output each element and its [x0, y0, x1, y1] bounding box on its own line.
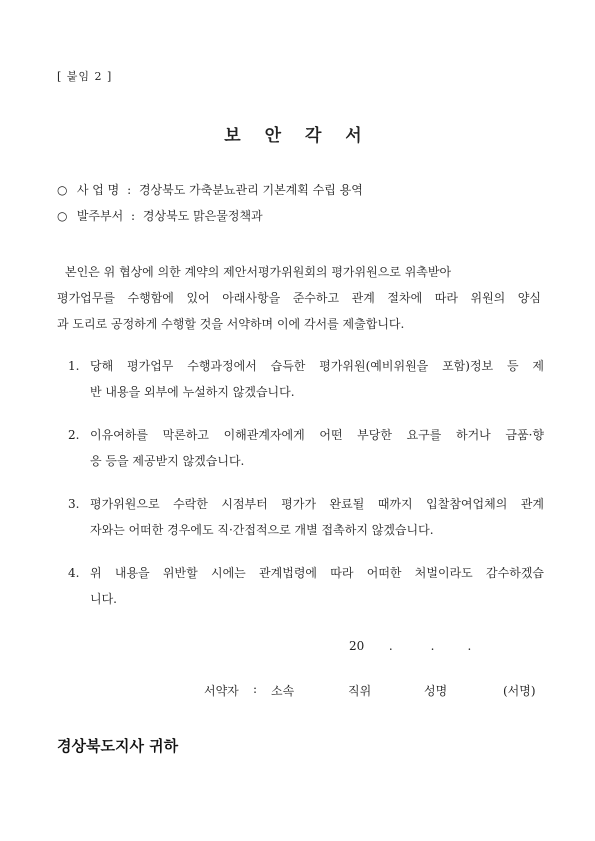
pledge-line: 응 등을 제공받지 않겠습니다. — [90, 454, 245, 468]
pledge-line: 평가위원으로 수락한 시점부터 평가가 완료될 때까지 입찰참여업체의 관계 — [90, 497, 544, 511]
date-line — [349, 639, 471, 653]
pledge-number: 1. — [68, 359, 80, 373]
pledge-line: 반 내용을 외부에 누설하지 않겠습니다. — [90, 385, 295, 399]
name-label: 성명 — [424, 684, 448, 698]
pledge-item — [68, 353, 544, 405]
date-dot: . — [388, 639, 393, 653]
department-line — [57, 207, 263, 224]
pledge-item — [68, 491, 544, 543]
project-label: 사 업 명 — [76, 183, 120, 197]
intro-line: 과 도리로 공정하게 수행할 것을 서약하며 이에 각서를 제출합니다. — [57, 317, 405, 331]
project-separator: : — [127, 183, 132, 197]
project-name-line — [57, 181, 363, 198]
signer-label: 서약자 — [204, 684, 239, 698]
intro-paragraph — [57, 259, 541, 337]
department-separator: : — [131, 209, 136, 223]
date-dot: . — [467, 639, 472, 653]
project-bullet: ○ — [57, 183, 68, 197]
affiliation-label: 소속 — [271, 684, 295, 698]
pledge-line: 당해 평가업무 수행과정에서 습득한 평가위원(예비위원을 포함)정보 등 제 — [90, 359, 544, 373]
seal-label: (서명) — [503, 684, 536, 698]
intro-line: 본인은 위 협상에 의한 계약의 제안서평가위원회의 평가위원으로 위촉받아 — [65, 265, 452, 279]
position-label: 직위 — [348, 684, 372, 698]
pledge-number: 2. — [68, 428, 80, 442]
date-dot: . — [430, 639, 435, 653]
department-bullet: ○ — [57, 209, 68, 223]
pledge-item — [68, 422, 544, 474]
signer-separator: : — [253, 682, 258, 696]
pledge-line: 니다. — [90, 592, 117, 606]
pledge-line: 위 내용을 위반할 시에는 관계법령에 따라 어떠한 처벌이라도 감수하겠습 — [90, 566, 544, 580]
date-year-prefix: 20 — [349, 639, 365, 653]
project-value: 경상북도 가축분뇨관리 기본계획 수립 용역 — [138, 183, 363, 197]
addressee: 경상북도지사 귀하 — [57, 737, 179, 755]
pledge-item — [68, 560, 544, 612]
document-title: 보 안 각 서 — [224, 126, 371, 146]
pledge-line: 자와는 어떠한 경우에도 직·간접적으로 개별 접촉하지 않겠습니다. — [90, 523, 434, 537]
pledge-line: 이유여하를 막론하고 이해관계자에게 어떤 부당한 요구를 하거나 금품·향 — [90, 428, 544, 442]
pledge-number: 3. — [68, 497, 80, 511]
attachment-label: [ 붙임 2 ] — [57, 70, 113, 83]
department-label: 발주부서 — [76, 209, 124, 223]
intro-line: 평가업무를 수행함에 있어 아래사항을 준수하고 관계 절차에 따라 위원의 양심 — [57, 291, 541, 305]
department-value: 경상북도 맑은물정책과 — [142, 209, 263, 223]
pledge-list — [68, 353, 544, 629]
pledge-number: 4. — [68, 566, 80, 580]
